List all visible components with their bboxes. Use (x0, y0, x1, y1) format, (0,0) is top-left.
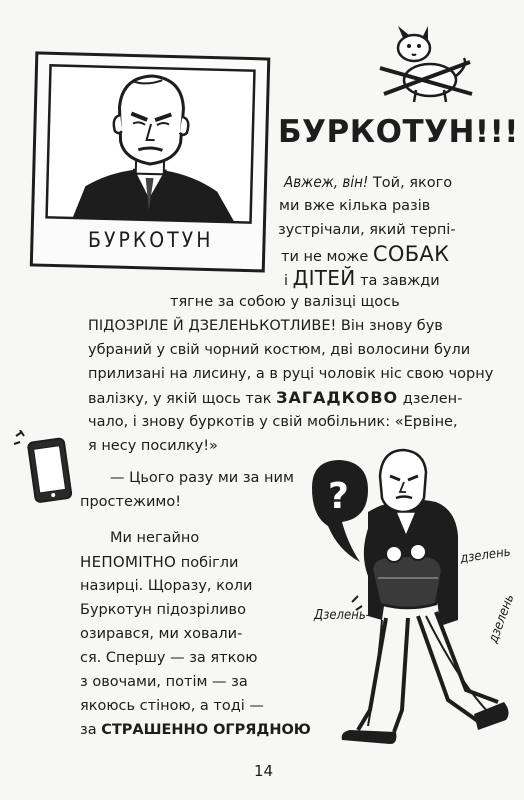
sound-word-right: дзелень (459, 544, 512, 567)
grumbler-walking-illustration (298, 440, 512, 758)
text-line: Буркотун підозріливо (80, 602, 246, 618)
text-line: ся. Спершу — за яткою (80, 650, 258, 666)
text-line: Авжеж, він! Той, якого (284, 173, 453, 191)
page-number: 14 (254, 762, 274, 780)
text-line: я несу посилку!» (88, 438, 218, 454)
text-line: зустрічали, який терпі- (278, 222, 456, 238)
text-line: і ДІТЕЙ та завжди (284, 266, 440, 290)
text-line: Ми негайно (110, 530, 200, 546)
emphasis-unnoticed: НЕПОМІТНО (80, 553, 177, 571)
text-line: — Цього разу ми за ним (110, 470, 294, 486)
emphasis-fat: СТРАШЕННО ОГРЯДНОЮ (101, 722, 311, 738)
text-line: озирався, ми ховали- (80, 626, 243, 642)
emphasis-mysterious: ЗАГАДКОВО (276, 388, 399, 407)
text-line: чало, і знову буркотів у свій мобільник: «Ервіне, (88, 414, 458, 430)
sound-word-lower: дзелень (486, 592, 518, 646)
chapter-heading: БУРКОТУН!!! (278, 114, 519, 150)
text-line: за СТРАШЕННО ОГРЯДНОЮ (80, 722, 311, 738)
polaroid-caption: БУРКОТУН (88, 228, 214, 252)
sound-word-left: Дзелень- (314, 608, 370, 623)
text-line: прилизані на лисину, а в руці чоловік ніс свою чорну (88, 366, 494, 382)
text-line: валізку, у якій щось так ЗАГАДКОВО дзелен- (88, 388, 463, 407)
text-line: ми вже кілька разів (279, 198, 431, 214)
crossed-dog-icon (376, 24, 476, 106)
text-line: тягне за собою у валізці щось (170, 294, 400, 310)
text-line: ти не може СОБАК (281, 242, 450, 266)
text-line: НЕПОМІТНО побігли (80, 553, 239, 571)
mobile-phone-icon (12, 430, 80, 508)
text-line: ПІДОЗРІЛЕ Й ДЗЕЛЕНЬКОТЛИВЕ! Він знову був (88, 318, 443, 334)
emphasis-children: ДІТЕЙ (292, 266, 356, 290)
svg-text:?: ? (328, 476, 349, 517)
handwritten-phrase: Авжеж, він! (284, 173, 369, 191)
emphasis-dogs: СОБАК (372, 242, 450, 266)
text-line: якоюсь стіною, а тоді — (80, 698, 264, 714)
text-line: з овочами, потім — за (80, 674, 248, 690)
text-line: простежимо! (80, 494, 182, 510)
text-line: убраний у свій чорний костюм, дві волосини були (88, 342, 471, 358)
text-line: назирці. Щоразу, коли (80, 578, 253, 594)
